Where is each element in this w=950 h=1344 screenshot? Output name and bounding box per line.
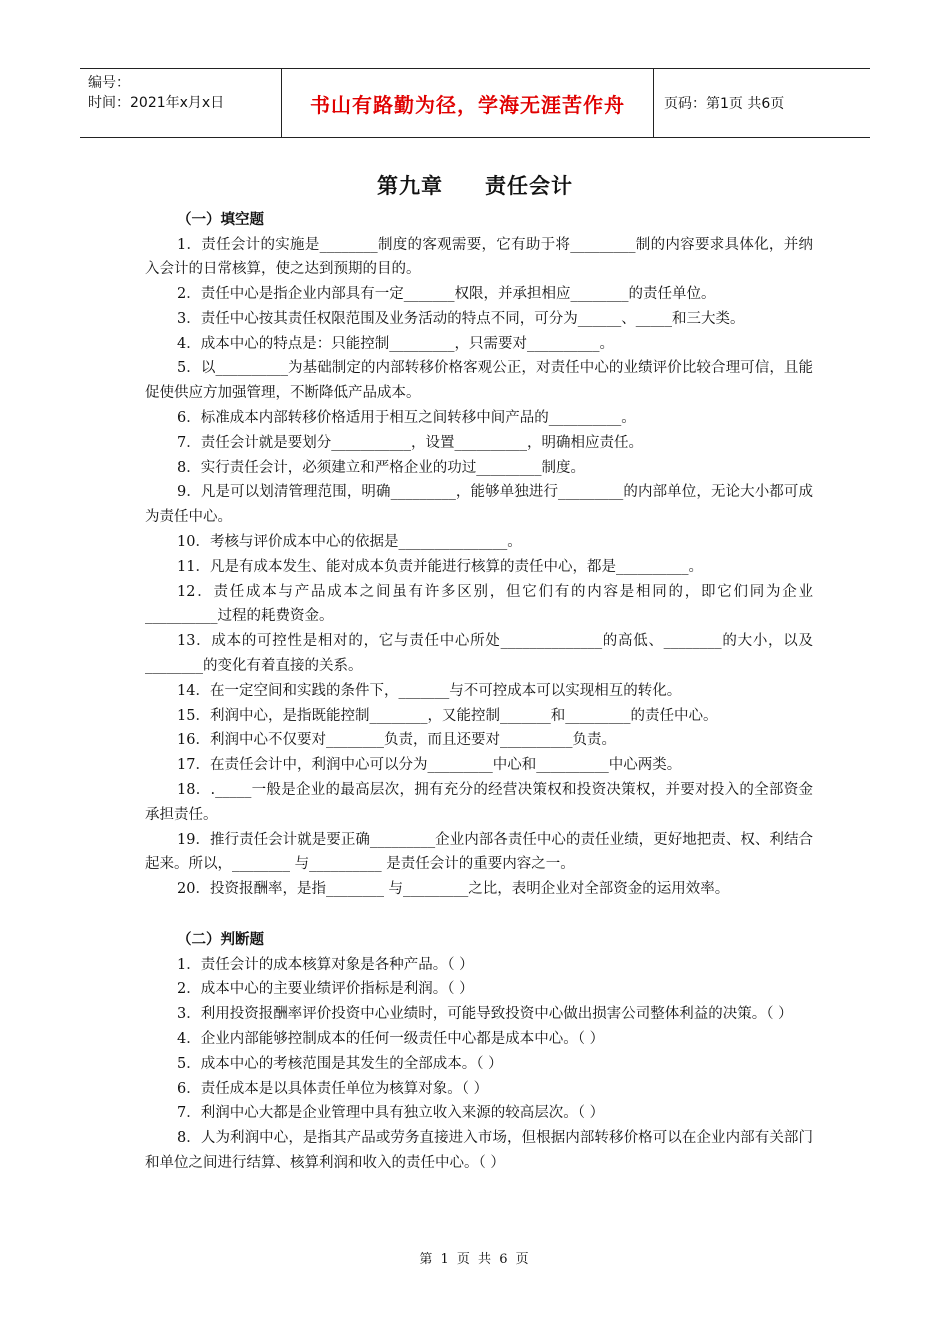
fill-blank-question: 7．责任会计就是要划分___________，设置__________，明确相应责任。 <box>177 434 643 451</box>
fill-blank-question: 15．利润中心，是指既能控制________，又能控制_______和_________的责任中心。 <box>177 707 718 724</box>
chapter-title <box>0 170 950 200</box>
fill-blank-question: 1．责任会计的实施是________制度的客观需要，它有助于将_________制的内容要求具体化，并纳入会计的日常核算，使之达到预期的目的。 <box>145 236 813 278</box>
chapter-name: 责任会计 <box>485 174 573 198</box>
fill-blank-question: 3．责任中心按其责任权限范围及业务活动的特点不同，可分为______、_____和三大类。 <box>177 310 745 327</box>
header-motto: 书山有路勤为径，学海无涯苦作舟 <box>282 69 654 137</box>
true-false-question: 7．利润中心大都是企业管理中具有独立收入来源的较高层次。（ ） <box>177 1105 605 1122</box>
fill-blank-question: 11．凡是有成本发生、能对成本负责并能进行核算的责任中心，都是__________。 <box>177 558 703 575</box>
fill-blank-question: 9．凡是可以划清管理范围，明确_________，能够单独进行_________的内部单位，无论大小都可成为责任中心。 <box>145 484 813 526</box>
fill-blank-question: 20．投资报酬率，是指________ 与_________之比，表明企业对全部资金的运用效率。 <box>177 881 730 898</box>
document-id-label: 编号： <box>88 75 130 91</box>
fill-blank-question: 2．责任中心是指企业内部具有一定_______权限，并承担相应________的责任单位。 <box>177 286 716 303</box>
true-false-question: 1．责任会计的成本核算对象是各种产品。（ ） <box>177 956 474 973</box>
fill-blank-question: 5．以__________为基础制定的内部转移价格客观公正，对责任中心的业绩评价比较合理可信，且能促使供应方加强管理，不断降低产品成本。 <box>145 360 813 402</box>
fill-blank-question: 17．在责任会计中，利润中心可以分为_________中心和__________中心两类。 <box>177 757 682 774</box>
fill-blank-question: 12．责任成本与产品成本之间虽有许多区别，但它们有的内容是相同的，即它们同为企业__________过程的耗费资金。 <box>145 583 813 625</box>
section-heading-true-false: （二）判断题 <box>177 932 264 949</box>
fill-blank-question: 6．标准成本内部转移价格适用于相互之间转移中间产品的__________。 <box>177 410 636 427</box>
fill-blank-question: 14．在一定空间和实践的条件下，_______与不可控成本可以实现相互的转化。 <box>177 682 682 699</box>
true-false-question: 2．成本中心的主要业绩评价指标是利润。（ ） <box>177 981 474 998</box>
true-false-question: 5．成本中心的考核范围是其发生的全部成本。（ ） <box>177 1055 503 1072</box>
fill-blank-question: 10．考核与评价成本中心的依据是_______________。 <box>177 534 522 551</box>
true-false-question: 8．人为利润中心，是指其产品或劳务直接进入市场，但根据内部转移价格可以在企业内部有关部门和单位之间进行结算、核算利润和收入的责任中心。（ ） <box>145 1130 813 1171</box>
page-header <box>80 68 870 138</box>
chapter-number: 第九章 <box>377 174 443 198</box>
true-false-question: 3．利用投资报酬率评价投资中心业绩时，可能导致投资中心做出损害公司整体利益的决策。（ ） <box>177 1006 793 1023</box>
section-heading-fill-blank: （一）填空题 <box>177 212 264 228</box>
true-false-question: 6．责任成本是以具体责任单位为核算对象。（ ） <box>177 1080 489 1097</box>
fill-blank-question: 8．实行责任会计，必须建立和严格企业的功过_________制度。 <box>177 459 585 476</box>
fill-blank-question: 4．成本中心的特点是：只能控制_________，只需要对__________。 <box>177 335 614 352</box>
true-false-question: 4．企业内部能够控制成本的任何一级责任中心都是成本中心。（ ） <box>177 1030 605 1047</box>
fill-blank-question: 18．._____一般是企业的最高层次，拥有充分的经营决策权和投资决策权，并要对投入的全部资金承担责任。 <box>145 782 813 823</box>
fill-blank-question: 13．成本的可控性是相对的，它与责任中心所处______________的高低、________的大小，以及________的变化有着直接的关系。 <box>145 633 813 675</box>
header-left-cell <box>80 69 282 137</box>
document-body <box>145 208 813 1176</box>
fill-blank-question-list <box>145 233 813 903</box>
fill-blank-question: 16．利润中心不仅要对________负责，而且还要对__________负责。 <box>177 732 616 749</box>
header-page-info: 页码：第1页 共6页 <box>664 96 785 112</box>
fill-blank-question: 19．推行责任会计就是要正确_________企业内部各责任中心的责任业绩，更好地把责、权、利结合起来。所以，________ 与__________ 是责任会计的重要内容之一。 <box>145 831 813 873</box>
true-false-question-list <box>145 953 813 1176</box>
document-date: 时间：2021年x月x日 <box>88 95 225 111</box>
page-footer: 第 1 页 共 6 页 <box>419 1252 531 1267</box>
